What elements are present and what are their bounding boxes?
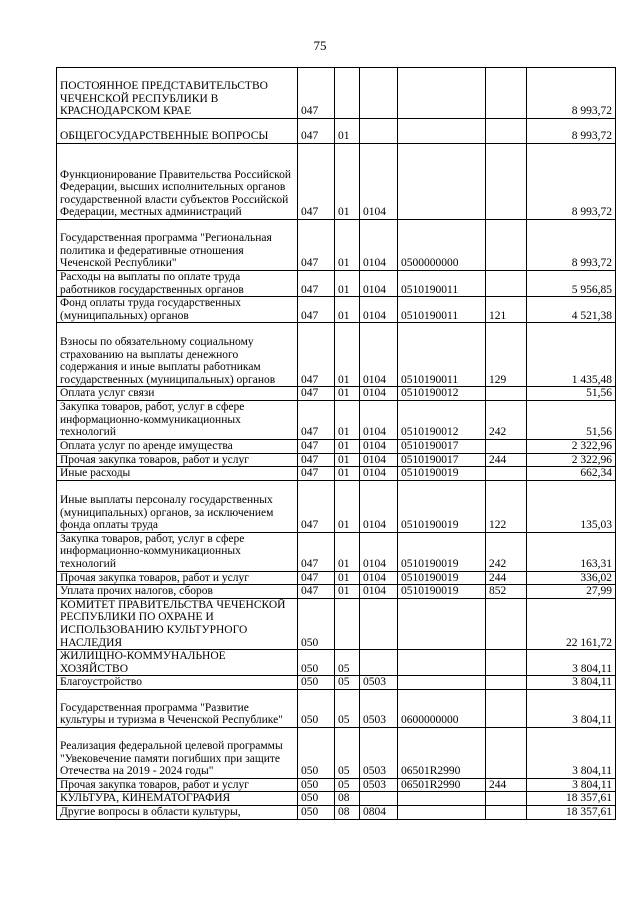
row-name: Оплата услуг связи xyxy=(57,387,298,401)
row-ministry-code: 047 xyxy=(298,387,335,401)
row-section: 01 xyxy=(335,220,360,271)
row-name: Расходы на выплаты по оплате труда работников государственных органов xyxy=(57,271,298,297)
row-name: Иные выплаты персоналу государственных (муниципальных) органов, за исключением фонда оплаты труда xyxy=(57,480,298,532)
row-ministry-code: 050 xyxy=(298,806,335,820)
table-row xyxy=(57,119,616,144)
row-amount: 662,34 xyxy=(527,467,616,481)
row-ministry-code: 050 xyxy=(298,689,335,727)
row-section: 01 xyxy=(335,585,360,599)
page-number: 75 xyxy=(313,38,327,53)
row-expense-type: 242 xyxy=(486,532,527,571)
row-subsection xyxy=(360,650,398,676)
row-amount: 5 956,85 xyxy=(527,271,616,297)
row-section xyxy=(335,598,360,649)
row-name: Функционирование Правительства Российской Федерации, высших исполнительных органов государственной власти субъектов Российской Федерации, местных администраций xyxy=(57,144,298,220)
row-subsection: 0104 xyxy=(360,400,398,439)
table-row xyxy=(57,806,616,820)
row-section: 05 xyxy=(335,676,360,690)
row-name: Государственная программа "Развитие культуры и туризма в Чеченской Республике" xyxy=(57,689,298,727)
row-target-article: 06501R2990 xyxy=(398,727,486,778)
row-amount: 163,31 xyxy=(527,532,616,571)
row-target-article: 06501R2990 xyxy=(398,778,486,792)
row-expense-type xyxy=(486,689,527,727)
row-ministry-code: 047 xyxy=(298,144,335,220)
row-ministry-code: 047 xyxy=(298,532,335,571)
row-amount: 2 322,96 xyxy=(527,453,616,467)
row-target-article: 0510190019 xyxy=(398,571,486,585)
table-row xyxy=(57,598,616,649)
table-row xyxy=(57,532,616,571)
row-section: 08 xyxy=(335,806,360,820)
row-expense-type xyxy=(486,792,527,806)
row-expense-type: 244 xyxy=(486,778,527,792)
row-amount: 27,99 xyxy=(527,585,616,599)
row-target-article: 0510190019 xyxy=(398,585,486,599)
row-expense-type xyxy=(486,806,527,820)
row-expense-type xyxy=(486,727,527,778)
row-expense-type: 129 xyxy=(486,323,527,387)
row-ministry-code: 047 xyxy=(298,439,335,453)
table-row xyxy=(57,585,616,599)
row-ministry-code: 047 xyxy=(298,297,335,323)
row-subsection: 0104 xyxy=(360,571,398,585)
row-target-article xyxy=(398,676,486,690)
row-target-article: 0510190011 xyxy=(398,323,486,387)
row-amount: 3 804,11 xyxy=(527,650,616,676)
row-name: ПОСТОЯННОЕ ПРЕДСТАВИТЕЛЬСТВО ЧЕЧЕНСКОЙ РЕСПУБЛИКИ В КРАСНОДАРСКОМ КРАЕ xyxy=(57,68,298,119)
row-amount: 8 993,72 xyxy=(527,119,616,144)
table-row xyxy=(57,271,616,297)
row-name: Закупка товаров, работ, услуг в сфере информационно-коммуникационных технологий xyxy=(57,532,298,571)
row-subsection: 0104 xyxy=(360,532,398,571)
row-subsection: 0104 xyxy=(360,439,398,453)
row-ministry-code: 047 xyxy=(298,68,335,119)
row-target-article: 0510190019 xyxy=(398,532,486,571)
row-ministry-code: 047 xyxy=(298,453,335,467)
row-name: Прочая закупка товаров, работ и услуг xyxy=(57,778,298,792)
row-name: Оплата услуг по аренде имущества xyxy=(57,439,298,453)
row-ministry-code: 047 xyxy=(298,571,335,585)
table-row xyxy=(57,297,616,323)
row-ministry-code: 047 xyxy=(298,220,335,271)
row-amount: 3 804,11 xyxy=(527,689,616,727)
table-row xyxy=(57,387,616,401)
row-ministry-code: 050 xyxy=(298,650,335,676)
table-row xyxy=(57,323,616,387)
row-amount: 4 521,38 xyxy=(527,297,616,323)
row-subsection: 0104 xyxy=(360,453,398,467)
row-ministry-code: 050 xyxy=(298,598,335,649)
row-name: Взносы по обязательному социальному страхованию на выплаты денежного содержания и иные выплаты работникам государственных (муниципальных) органов xyxy=(57,323,298,387)
row-section: 01 xyxy=(335,387,360,401)
row-section: 01 xyxy=(335,297,360,323)
row-name: Реализация федеральной целевой программы "Увековечение памяти погибших при защите Отечества на 2019 - 2024 годы" xyxy=(57,727,298,778)
row-subsection: 0503 xyxy=(360,676,398,690)
table-row xyxy=(57,144,616,220)
row-expense-type xyxy=(486,68,527,119)
row-ministry-code: 047 xyxy=(298,480,335,532)
row-section: 05 xyxy=(335,689,360,727)
budget-table-body xyxy=(57,68,616,820)
table-row xyxy=(57,400,616,439)
row-amount: 18 357,61 xyxy=(527,806,616,820)
row-name: Прочая закупка товаров, работ и услуг xyxy=(57,453,298,467)
row-amount: 3 804,11 xyxy=(527,676,616,690)
table-row xyxy=(57,650,616,676)
row-subsection: 0104 xyxy=(360,467,398,481)
row-ministry-code: 047 xyxy=(298,467,335,481)
row-name: Государственная программа "Региональная политика и федеративные отношения Чеченской Республики" xyxy=(57,220,298,271)
row-target-article: 0510190012 xyxy=(398,387,486,401)
table-row xyxy=(57,439,616,453)
row-expense-type xyxy=(486,598,527,649)
row-expense-type: 242 xyxy=(486,400,527,439)
row-amount: 135,03 xyxy=(527,480,616,532)
row-name: Фонд оплаты труда государственных (муниципальных) органов xyxy=(57,297,298,323)
row-subsection: 0804 xyxy=(360,806,398,820)
row-expense-type: 121 xyxy=(486,297,527,323)
row-ministry-code: 050 xyxy=(298,778,335,792)
row-subsection: 0104 xyxy=(360,480,398,532)
row-subsection xyxy=(360,119,398,144)
row-name: ОБЩЕГОСУДАРСТВЕННЫЕ ВОПРОСЫ xyxy=(57,119,298,144)
row-target-article xyxy=(398,806,486,820)
row-section: 01 xyxy=(335,480,360,532)
row-amount: 2 322,96 xyxy=(527,439,616,453)
row-section: 05 xyxy=(335,727,360,778)
row-name: Другие вопросы в области культуры, xyxy=(57,806,298,820)
row-name: Иные расходы xyxy=(57,467,298,481)
row-expense-type: 244 xyxy=(486,571,527,585)
row-target-article: 0510190011 xyxy=(398,271,486,297)
row-subsection xyxy=(360,68,398,119)
row-section: 05 xyxy=(335,778,360,792)
row-target-article: 0510190017 xyxy=(398,453,486,467)
row-target-article: 0510190017 xyxy=(398,439,486,453)
row-target-article xyxy=(398,598,486,649)
row-section: 01 xyxy=(335,439,360,453)
row-target-article: 0510190019 xyxy=(398,467,486,481)
row-ministry-code: 047 xyxy=(298,271,335,297)
row-subsection: 0104 xyxy=(360,387,398,401)
row-amount: 8 993,72 xyxy=(527,144,616,220)
table-row xyxy=(57,727,616,778)
row-section: 05 xyxy=(335,650,360,676)
row-expense-type xyxy=(486,119,527,144)
row-amount: 3 804,11 xyxy=(527,778,616,792)
row-ministry-code: 050 xyxy=(298,727,335,778)
table-row xyxy=(57,571,616,585)
row-amount: 1 435,48 xyxy=(527,323,616,387)
row-ministry-code: 047 xyxy=(298,119,335,144)
row-target-article: 0500000000 xyxy=(398,220,486,271)
row-name: КУЛЬТУРА, КИНЕМАТОГРАФИЯ xyxy=(57,792,298,806)
row-section: 01 xyxy=(335,323,360,387)
row-amount: 336,02 xyxy=(527,571,616,585)
row-expense-type xyxy=(486,144,527,220)
budget-table xyxy=(56,67,616,820)
row-name: ЖИЛИЩНО-КОММУНАЛЬНОЕ ХОЗЯЙСТВО xyxy=(57,650,298,676)
row-ministry-code: 050 xyxy=(298,676,335,690)
row-subsection: 0104 xyxy=(360,585,398,599)
row-target-article: 0510190019 xyxy=(398,480,486,532)
row-amount: 22 161,72 xyxy=(527,598,616,649)
row-expense-type xyxy=(486,676,527,690)
row-subsection: 0503 xyxy=(360,689,398,727)
row-expense-type xyxy=(486,387,527,401)
table-row xyxy=(57,467,616,481)
row-name: Прочая закупка товаров, работ и услуг xyxy=(57,571,298,585)
row-subsection: 0104 xyxy=(360,220,398,271)
row-expense-type xyxy=(486,650,527,676)
row-subsection xyxy=(360,598,398,649)
row-section: 01 xyxy=(335,144,360,220)
row-amount: 51,56 xyxy=(527,387,616,401)
row-section: 01 xyxy=(335,453,360,467)
row-name: Закупка товаров, работ, услуг в сфере информационно-коммуникационных технологий xyxy=(57,400,298,439)
row-expense-type xyxy=(486,271,527,297)
row-expense-type xyxy=(486,439,527,453)
table-row xyxy=(57,676,616,690)
row-section: 01 xyxy=(335,532,360,571)
row-section: 08 xyxy=(335,792,360,806)
row-target-article xyxy=(398,792,486,806)
row-target-article: 0510190012 xyxy=(398,400,486,439)
table-row xyxy=(57,68,616,119)
row-target-article xyxy=(398,68,486,119)
row-target-article: 0510190011 xyxy=(398,297,486,323)
row-name: Благоустройство xyxy=(57,676,298,690)
row-section: 01 xyxy=(335,571,360,585)
row-amount: 3 804,11 xyxy=(527,727,616,778)
table-row xyxy=(57,792,616,806)
row-expense-type: 122 xyxy=(486,480,527,532)
row-target-article: 0600000000 xyxy=(398,689,486,727)
row-subsection: 0104 xyxy=(360,323,398,387)
row-section: 01 xyxy=(335,400,360,439)
row-expense-type: 244 xyxy=(486,453,527,467)
row-target-article xyxy=(398,119,486,144)
row-section xyxy=(335,68,360,119)
table-row xyxy=(57,453,616,467)
row-subsection: 0104 xyxy=(360,271,398,297)
table-row xyxy=(57,480,616,532)
row-ministry-code: 050 xyxy=(298,792,335,806)
row-expense-type xyxy=(486,220,527,271)
row-amount: 8 993,72 xyxy=(527,68,616,119)
row-name: КОМИТЕТ ПРАВИТЕЛЬСТВА ЧЕЧЕНСКОЙ РЕСПУБЛИКИ ПО ОХРАНЕ И ИСПОЛЬЗОВАНИЮ КУЛЬТУРНОГО НАСЛЕДИЯ xyxy=(57,598,298,649)
row-subsection: 0104 xyxy=(360,144,398,220)
row-subsection xyxy=(360,792,398,806)
row-subsection: 0503 xyxy=(360,778,398,792)
table-row xyxy=(57,220,616,271)
table-row xyxy=(57,689,616,727)
row-target-article xyxy=(398,144,486,220)
row-subsection: 0104 xyxy=(360,297,398,323)
table-row xyxy=(57,778,616,792)
row-section: 01 xyxy=(335,271,360,297)
row-expense-type: 852 xyxy=(486,585,527,599)
row-section: 01 xyxy=(335,467,360,481)
row-ministry-code: 047 xyxy=(298,585,335,599)
row-section: 01 xyxy=(335,119,360,144)
row-ministry-code: 047 xyxy=(298,400,335,439)
row-amount: 8 993,72 xyxy=(527,220,616,271)
row-amount: 18 357,61 xyxy=(527,792,616,806)
row-target-article xyxy=(398,650,486,676)
row-amount: 51,56 xyxy=(527,400,616,439)
row-ministry-code: 047 xyxy=(298,323,335,387)
row-subsection: 0503 xyxy=(360,727,398,778)
row-expense-type xyxy=(486,467,527,481)
row-name: Уплата прочих налогов, сборов xyxy=(57,585,298,599)
